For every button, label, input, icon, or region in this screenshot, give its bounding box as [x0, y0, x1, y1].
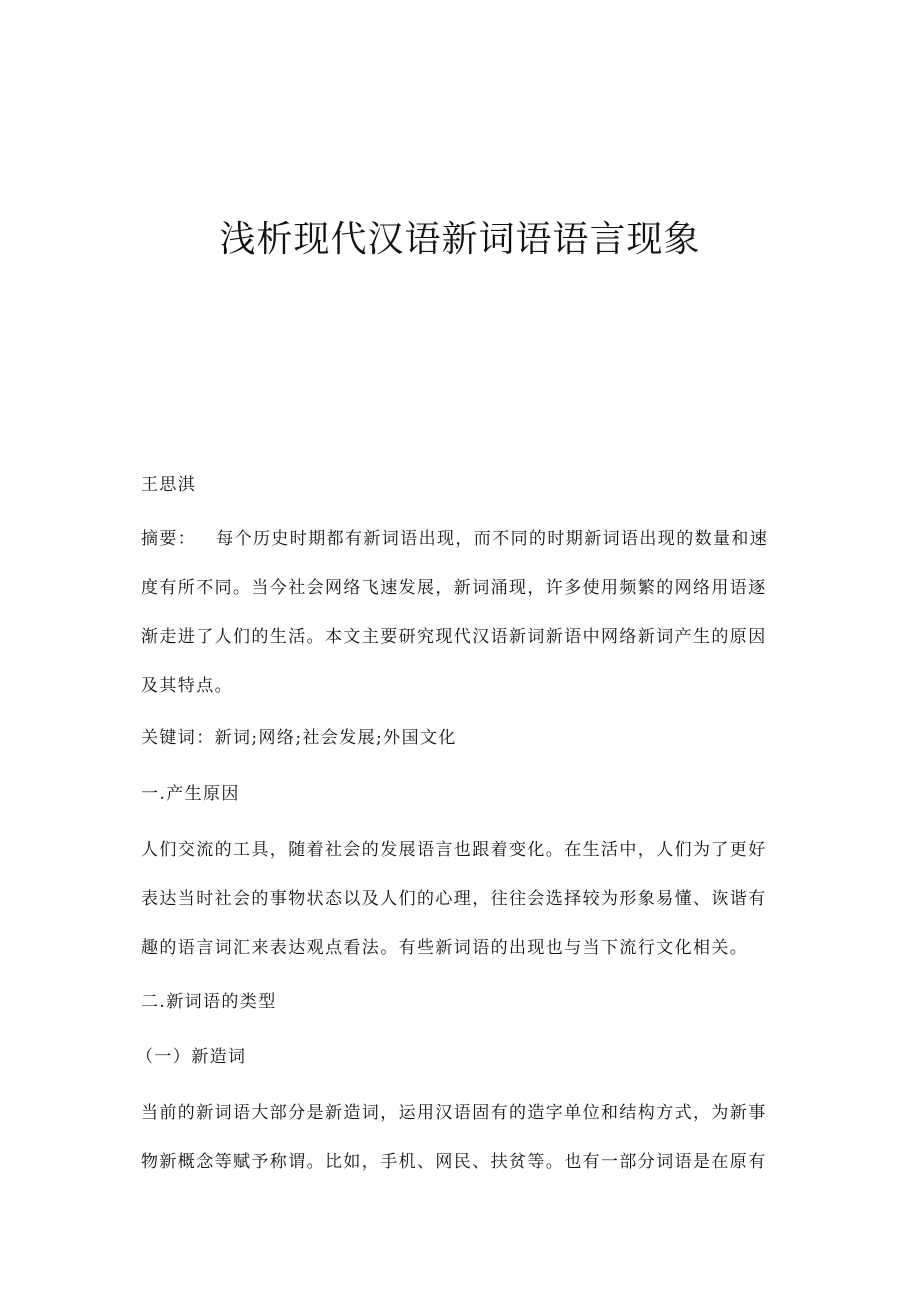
document-title: 浅析现代汉语新词语语言现象: [219, 219, 701, 260]
abstract-paragraph: [141, 515, 781, 711]
subsection-heading-new-words: （一）新造词: [136, 1047, 247, 1067]
section-paragraph-causes: 人们交流的工具，随着社会的发展语言也跟着变化。在生活中，人们为了更好表达当时社会的事物状态以及人们的心理，往往会选择较为形象易懂、诙谐有趣的语言词汇来表达观点看法。有些新词语的出现也与当下流行文化相关。: [141, 840, 767, 958]
author-name: 王思淇: [141, 475, 197, 495]
subsection-paragraph-new-words: 当前的新词语大部分是新造词，运用汉语固有的造字单位和结构方式，为新事物新概念等赋予称谓。比如，手机、网民、扶贫等。也有一部分词语是在原有: [141, 1103, 767, 1172]
abstract-label: 摘要：: [141, 529, 197, 549]
section-heading-causes: 一.产生原因: [141, 784, 240, 804]
section-heading-types: 二.新词语的类型: [141, 992, 277, 1012]
abstract-text: 每个历史时期都有新词语出现，而不同的时期新词语出现的数量和速度有所不同。当今社会网络飞速发展，新词涌现，许多使用频繁的网络用语逐渐走进了人们的生活。本文主要研究现代汉语新词新语中网络新词产生的原因及其特点。: [141, 529, 769, 696]
keywords-line: 关键词：新词;网络;社会发展;外国文化: [141, 728, 457, 748]
